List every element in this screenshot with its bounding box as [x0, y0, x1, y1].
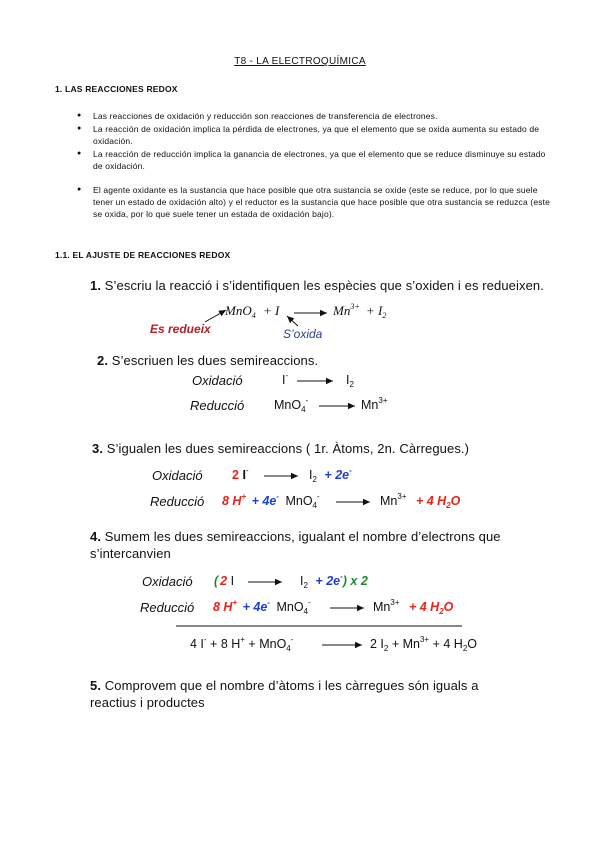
step3-ox-product: $I_2 + 2e^-$	[309, 466, 352, 484]
step4-ox-reactant: ( 2 I	[214, 574, 235, 588]
step-5-text: 5. Comprovem que el nombre d’àtoms i les càrregues són iguals a	[90, 678, 479, 693]
step-2-text: 2. S’escriuen les dues semireaccions.	[97, 353, 319, 368]
section-heading-adjustment: 1.1. EL AJUSTE DE REACCIONES REDOX	[55, 250, 231, 260]
label-oxidation: Oxidació	[192, 373, 243, 388]
step3-red-product: $Mn^{3+} + 4$ $H_2O$	[380, 492, 461, 510]
bullet-item: ● La reacción de reducción implica la ganancia de electrones, ya que el elemento que se reduce disminuye su estado de oxidación.	[77, 148, 552, 172]
step3-ox-reactant: 2 I-	[232, 466, 249, 482]
step2-ox-product: $I_2$	[346, 373, 354, 389]
label-oxidation: Oxidació	[152, 468, 203, 483]
step4-red-reactant: 8 H+ + 4e- MnO$_4$-	[213, 598, 311, 616]
step4-total-products: 2 $I_2 + Mn^{3+} + 4$ $H_2O$	[370, 635, 477, 653]
step1-equation: MnO$_4$ + I	[225, 303, 280, 320]
step-5-text-cont: reactius i productes	[90, 695, 205, 710]
label-reduces: Es redueix	[150, 322, 211, 336]
step4-ox-product: $I_2 + 2e^-$) x 2	[300, 572, 368, 590]
step4-red-product: $Mn^{3+} + 4$ $H_2O$	[373, 598, 454, 616]
bullet-item: ● Las reacciones de oxidación y reducción son reacciones de transferencia de electrones.	[77, 110, 552, 122]
label-oxidizes: S’oxida	[283, 327, 323, 341]
label-reduction: Reducció	[150, 494, 205, 509]
step1-products: $Mn^{3+} + I_2$	[333, 302, 387, 320]
reduces-pointer-arrow	[205, 310, 226, 322]
step-1-text: 1. S’escriu la reacció i s’identifiquen les espècies que s’oxiden i es redueixen.	[90, 278, 544, 293]
step2-red-reactant: MnO$_4$-	[274, 396, 309, 414]
section-heading-redox: 1. LAS REACCIONES REDOX	[55, 84, 178, 94]
label-reduction: Reducció	[140, 600, 195, 615]
bullet-item: ● La reacción de oxidación implica la pérdida de electrones, ya que el elemento que se oxida aumenta su estado de oxidación.	[77, 123, 552, 147]
step-4-text: 4. Sumem les dues semireaccions, igualant el nombre d’electrons que	[90, 529, 501, 544]
step2-ox-reactant: I-	[282, 371, 289, 387]
label-oxidation: Oxidació	[142, 574, 193, 589]
step-3-text: 3. S’igualen les dues semireaccions ( 1r. Àtoms, 2n. Càrregues.)	[92, 441, 470, 456]
step-4-text-cont: s’intercanvien	[90, 546, 171, 561]
page-title: T8 - LA ELECTROQUÍMICA	[234, 56, 366, 67]
oxidizes-pointer-arrow	[287, 316, 298, 326]
bullet-item: ● El agente oxidante es la sustancia que hace posible que otra sustancia se oxide (este se reduce, por lo que suele tener un estado de oxidación alto) y el reductor es la sustancia que hace posible que otra sustancia se reduzca (este se oxida, por lo que suele tener un estada de oxidación bajo).	[77, 184, 552, 220]
step3-red-reactant: 8 H+ + 4e- MnO$_4$-	[222, 492, 320, 510]
step4-total-reactants: 4 I- + 8 H+ + MnO$_4$-	[190, 635, 294, 653]
step2-red-product: $Mn^{3+}$	[361, 396, 388, 412]
label-reduction: Reducció	[190, 398, 245, 413]
